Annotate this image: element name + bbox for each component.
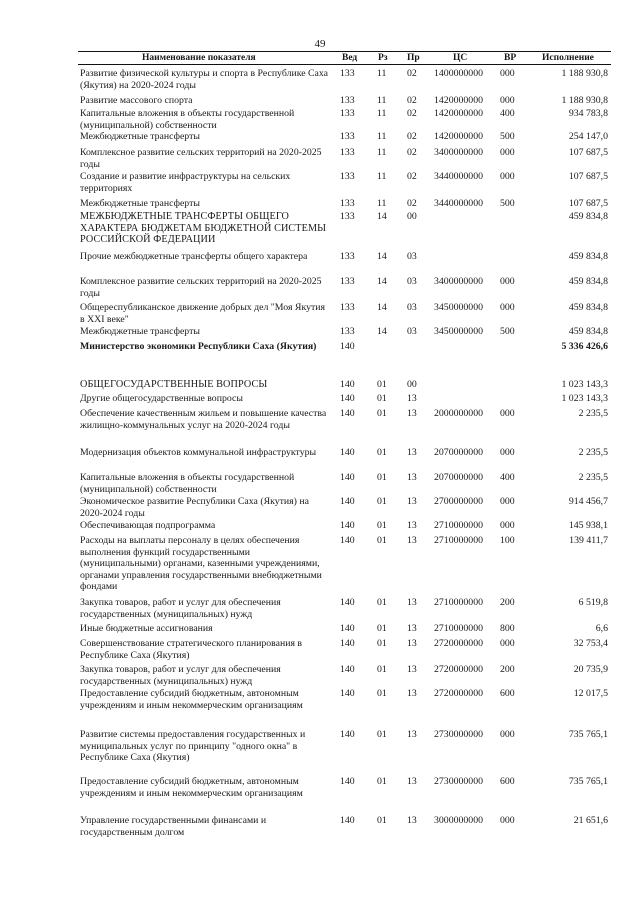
row-ved: 140 — [340, 535, 355, 546]
row-pr: 13 — [407, 815, 417, 826]
row-vr: 200 — [500, 597, 515, 608]
row-name: Комплексное развитие сельских территорий на 2020-2025 годы — [80, 147, 322, 170]
row-name: Комплексное развитие сельских территорий на 2020-2025 годы — [80, 276, 322, 299]
row-rz: 11 — [377, 68, 387, 79]
row-amount: 12 017,5 — [573, 688, 608, 699]
row-rz: 11 — [377, 147, 387, 158]
row-cs: 3000000000 — [434, 815, 483, 826]
row-amount: 459 834,8 — [568, 276, 608, 287]
row-cs: 1420000000 — [434, 95, 483, 106]
row-vr: 500 — [500, 198, 515, 209]
row-pr: 13 — [407, 447, 417, 458]
row-ved: 140 — [340, 520, 355, 531]
row-ved: 140 — [340, 379, 355, 390]
row-pr: 13 — [407, 408, 417, 419]
row-rz: 11 — [377, 95, 387, 106]
row-name: Экономическое развитие Республики Саха (Якутия) на 2020-2024 годы — [80, 496, 309, 519]
row-name: Межбюджетные трансферты — [80, 198, 200, 209]
row-rz: 11 — [377, 171, 387, 182]
row-ved: 133 — [340, 147, 355, 158]
row-cs: 2720000000 — [434, 688, 483, 699]
row-cs: 2700000000 — [434, 496, 483, 507]
row-amount: 2 235,5 — [578, 447, 608, 458]
row-rz: 14 — [377, 326, 387, 337]
row-ved: 140 — [340, 393, 355, 404]
row-pr: 13 — [407, 729, 417, 740]
row-ved: 133 — [340, 302, 355, 313]
row-vr: 500 — [500, 326, 515, 337]
row-pr: 13 — [407, 393, 417, 404]
row-ved: 133 — [340, 95, 355, 106]
row-rz: 01 — [377, 638, 387, 649]
row-ved: 133 — [340, 326, 355, 337]
row-amount: 735 765,1 — [568, 729, 608, 740]
row-rz: 01 — [377, 520, 387, 531]
row-rz: 01 — [377, 408, 387, 419]
row-rz: 01 — [377, 688, 387, 699]
row-vr: 200 — [500, 664, 515, 675]
row-rz: 01 — [377, 496, 387, 507]
row-cs: 2730000000 — [434, 729, 483, 740]
row-amount: 107 687,5 — [568, 198, 608, 209]
column-header-name: Наименование показателя — [142, 53, 256, 63]
row-amount: 459 834,8 — [568, 251, 608, 262]
row-amount: 107 687,5 — [568, 171, 608, 182]
row-ved: 140 — [340, 408, 355, 419]
row-rz: 01 — [377, 729, 387, 740]
row-amount: 6 519,8 — [578, 597, 608, 608]
row-ved: 140 — [340, 776, 355, 787]
row-amount: 139 411,7 — [569, 535, 608, 546]
row-pr: 13 — [407, 520, 417, 531]
column-header-amount: Исполнение — [542, 53, 594, 63]
row-vr: 000 — [500, 147, 515, 158]
row-vr: 800 — [500, 623, 515, 634]
row-ved: 140 — [340, 623, 355, 634]
table-header — [78, 52, 611, 65]
column-header-ved: Вед — [342, 53, 358, 63]
row-ved: 140 — [340, 664, 355, 675]
row-name: Министерство экономики Республики Саха (Якутия) — [80, 341, 317, 352]
column-header-rz: Рз — [378, 53, 388, 63]
row-pr: 02 — [407, 108, 417, 119]
row-rz: 01 — [377, 535, 387, 546]
row-amount: 1 188 930,8 — [561, 95, 608, 106]
row-rz: 11 — [377, 198, 387, 209]
row-rz: 01 — [377, 472, 387, 483]
row-vr: 000 — [500, 496, 515, 507]
row-vr: 000 — [500, 276, 515, 287]
row-name: Обеспечивающая подпрограмма — [80, 520, 216, 531]
column-header-pr: Пр — [407, 53, 420, 63]
row-cs: 2070000000 — [434, 447, 483, 458]
row-rz: 14 — [377, 302, 387, 313]
row-name: Расходы на выплаты персоналу в целях обеспечения выполнения функций государственными (муниципальными) органами, казенными учреждениями, органами управления государственными внебюджетными фондами — [80, 535, 322, 593]
column-header-vr: ВР — [504, 53, 517, 63]
row-amount: 2 235,5 — [578, 408, 608, 419]
row-name: Предоставление субсидий бюджетным, автономным учреждениям и иным некоммерческим организациям — [80, 776, 303, 799]
row-cs: 2710000000 — [434, 520, 483, 531]
row-amount: 6,6 — [595, 623, 608, 634]
row-ved: 140 — [340, 341, 355, 352]
row-amount: 914 456,7 — [568, 496, 608, 507]
row-pr: 13 — [407, 664, 417, 675]
row-rz: 11 — [377, 108, 387, 119]
row-rz: 14 — [377, 276, 387, 287]
row-pr: 13 — [407, 496, 417, 507]
row-amount: 2 235,5 — [578, 472, 608, 483]
row-pr: 03 — [407, 326, 417, 337]
row-name: Прочие межбюджетные трансферты общего характера — [80, 251, 308, 262]
row-name: Совершенствование стратегического планирования в Республике Саха (Якутия) — [80, 638, 303, 661]
row-name: Развитие физической культуры и спорта в Республике Саха (Якутия) на 2020-2024 годы — [80, 68, 329, 91]
row-ved: 133 — [340, 171, 355, 182]
row-pr: 13 — [407, 535, 417, 546]
row-ved: 140 — [340, 447, 355, 458]
row-name: Обеспечение качественным жильем и повышение качества жилищно-коммунальных услуг на 2020-2024 годы — [80, 408, 327, 431]
row-amount: 459 834,8 — [568, 302, 608, 313]
row-pr: 03 — [407, 251, 417, 262]
row-ved: 133 — [340, 251, 355, 262]
row-name: Закупка товаров, работ и услуг для обеспечения государственных (муниципальных) нужд — [80, 597, 281, 620]
row-amount: 1 188 930,8 — [561, 68, 608, 79]
row-cs: 1420000000 — [434, 131, 483, 142]
row-cs: 2710000000 — [434, 535, 483, 546]
row-rz: 01 — [377, 664, 387, 675]
row-name: Создание и развитие инфраструктуры на сельских территориях — [80, 171, 291, 194]
row-cs: 3440000000 — [434, 171, 483, 182]
row-vr: 400 — [500, 108, 515, 119]
row-amount: 145 938,1 — [568, 520, 608, 531]
row-cs: 1420000000 — [434, 108, 483, 119]
row-pr: 13 — [407, 688, 417, 699]
row-vr: 600 — [500, 776, 515, 787]
row-pr: 02 — [407, 131, 417, 142]
row-rz: 01 — [377, 393, 387, 404]
row-cs: 3400000000 — [434, 147, 483, 158]
row-rz: 01 — [377, 776, 387, 787]
row-name: Предоставление субсидий бюджетным, автономным учреждениям и иным некоммерческим организациям — [80, 688, 303, 711]
row-amount: 5 336 426,6 — [561, 341, 608, 352]
row-ved: 140 — [340, 496, 355, 507]
row-cs: 3450000000 — [434, 326, 483, 337]
row-ved: 133 — [340, 68, 355, 79]
column-header-cs: ЦС — [453, 53, 468, 63]
row-amount: 459 834,8 — [568, 211, 608, 222]
row-name: Иные бюджетные ассигнования — [80, 623, 213, 634]
row-cs: 2710000000 — [434, 623, 483, 634]
row-rz: 01 — [377, 597, 387, 608]
row-name: МЕЖБЮДЖЕТНЫЕ ТРАНСФЕРТЫ ОБЩЕГО ХАРАКТЕРА БЮДЖЕТАМ БЮДЖЕТНОЙ СИСТЕМЫ РОССИЙСКОЙ ФЕДЕРАЦИИ — [80, 211, 327, 246]
row-name: Межбюджетные трансферты — [80, 326, 200, 337]
row-cs: 2730000000 — [434, 776, 483, 787]
row-ved: 133 — [340, 276, 355, 287]
row-ved: 140 — [340, 815, 355, 826]
row-ved: 140 — [340, 729, 355, 740]
row-pr: 02 — [407, 68, 417, 79]
row-cs: 3440000000 — [434, 198, 483, 209]
row-cs: 3400000000 — [434, 276, 483, 287]
row-name: ОБЩЕГОСУДАРСТВЕННЫЕ ВОПРОСЫ — [80, 379, 268, 390]
row-pr: 00 — [407, 379, 417, 390]
row-pr: 13 — [407, 472, 417, 483]
row-rz: 14 — [377, 211, 387, 222]
row-cs: 1400000000 — [434, 68, 483, 79]
row-vr: 400 — [500, 472, 515, 483]
row-rz: 14 — [377, 251, 387, 262]
row-name: Капитальные вложения в объекты государственной (муниципальной) собственности — [80, 472, 295, 495]
row-vr: 000 — [500, 68, 515, 79]
row-ved: 133 — [340, 108, 355, 119]
row-rz: 01 — [377, 447, 387, 458]
row-pr: 02 — [407, 147, 417, 158]
row-pr: 02 — [407, 95, 417, 106]
row-ved: 133 — [340, 131, 355, 142]
row-amount: 735 765,1 — [568, 776, 608, 787]
row-pr: 13 — [407, 776, 417, 787]
row-vr: 000 — [500, 729, 515, 740]
row-amount: 21 651,6 — [573, 815, 608, 826]
row-name: Модернизация объектов коммунальной инфраструктуры — [80, 447, 317, 458]
row-vr: 500 — [500, 131, 515, 142]
row-pr: 02 — [407, 171, 417, 182]
row-ved: 133 — [340, 198, 355, 209]
row-name: Развитие системы предоставления государственных и муниципальных услуг по принципу "одного окна" в Республике Саха (Якутия) — [80, 729, 306, 764]
row-vr: 000 — [500, 302, 515, 313]
row-name: Другие общегосударственные вопросы — [80, 393, 243, 404]
row-cs: 2000000000 — [434, 408, 483, 419]
row-ved: 140 — [340, 638, 355, 649]
row-vr: 000 — [500, 171, 515, 182]
row-amount: 1 023 143,3 — [561, 379, 608, 390]
row-amount: 1 023 143,3 — [561, 393, 608, 404]
row-pr: 03 — [407, 302, 417, 313]
row-name: Управление государственными финансами и государственным долгом — [80, 815, 267, 838]
row-cs: 2070000000 — [434, 472, 483, 483]
row-rz: 01 — [377, 623, 387, 634]
row-vr: 000 — [500, 638, 515, 649]
page-number: 49 — [314, 38, 326, 50]
row-vr: 600 — [500, 688, 515, 699]
row-vr: 100 — [500, 535, 515, 546]
row-vr: 000 — [500, 95, 515, 106]
row-ved: 133 — [340, 211, 355, 222]
row-name: Капитальные вложения в объекты государственной (муниципальной) собственности — [80, 108, 295, 131]
row-pr: 03 — [407, 276, 417, 287]
row-cs: 2720000000 — [434, 638, 483, 649]
row-cs: 2720000000 — [434, 664, 483, 675]
row-cs: 2710000000 — [434, 597, 483, 608]
row-name: Общереспубликанское движение добрых дел "Моя Якутия в XXI веке" — [80, 302, 326, 325]
row-vr: 000 — [500, 520, 515, 531]
row-name: Межбюджетные трансферты — [80, 131, 200, 142]
row-vr: 000 — [500, 408, 515, 419]
row-rz: 01 — [377, 379, 387, 390]
row-pr: 13 — [407, 638, 417, 649]
row-vr: 000 — [500, 815, 515, 826]
row-name: Развитие массового спорта — [80, 95, 193, 106]
row-vr: 000 — [500, 447, 515, 458]
row-pr: 02 — [407, 198, 417, 209]
row-rz: 11 — [377, 131, 387, 142]
row-ved: 140 — [340, 688, 355, 699]
row-amount: 934 783,8 — [568, 108, 608, 119]
row-amount: 20 735,9 — [573, 664, 608, 675]
row-amount: 459 834,8 — [568, 326, 608, 337]
row-ved: 140 — [340, 597, 355, 608]
row-amount: 254 147,0 — [568, 131, 608, 142]
row-rz: 01 — [377, 815, 387, 826]
row-amount: 32 753,4 — [573, 638, 608, 649]
row-cs: 3450000000 — [434, 302, 483, 313]
row-ved: 140 — [340, 472, 355, 483]
row-pr: 13 — [407, 623, 417, 634]
row-pr: 13 — [407, 597, 417, 608]
row-amount: 107 687,5 — [568, 147, 608, 158]
row-pr: 00 — [407, 211, 417, 222]
row-name: Закупка товаров, работ и услуг для обеспечения государственных (муниципальных) нужд — [80, 664, 281, 687]
